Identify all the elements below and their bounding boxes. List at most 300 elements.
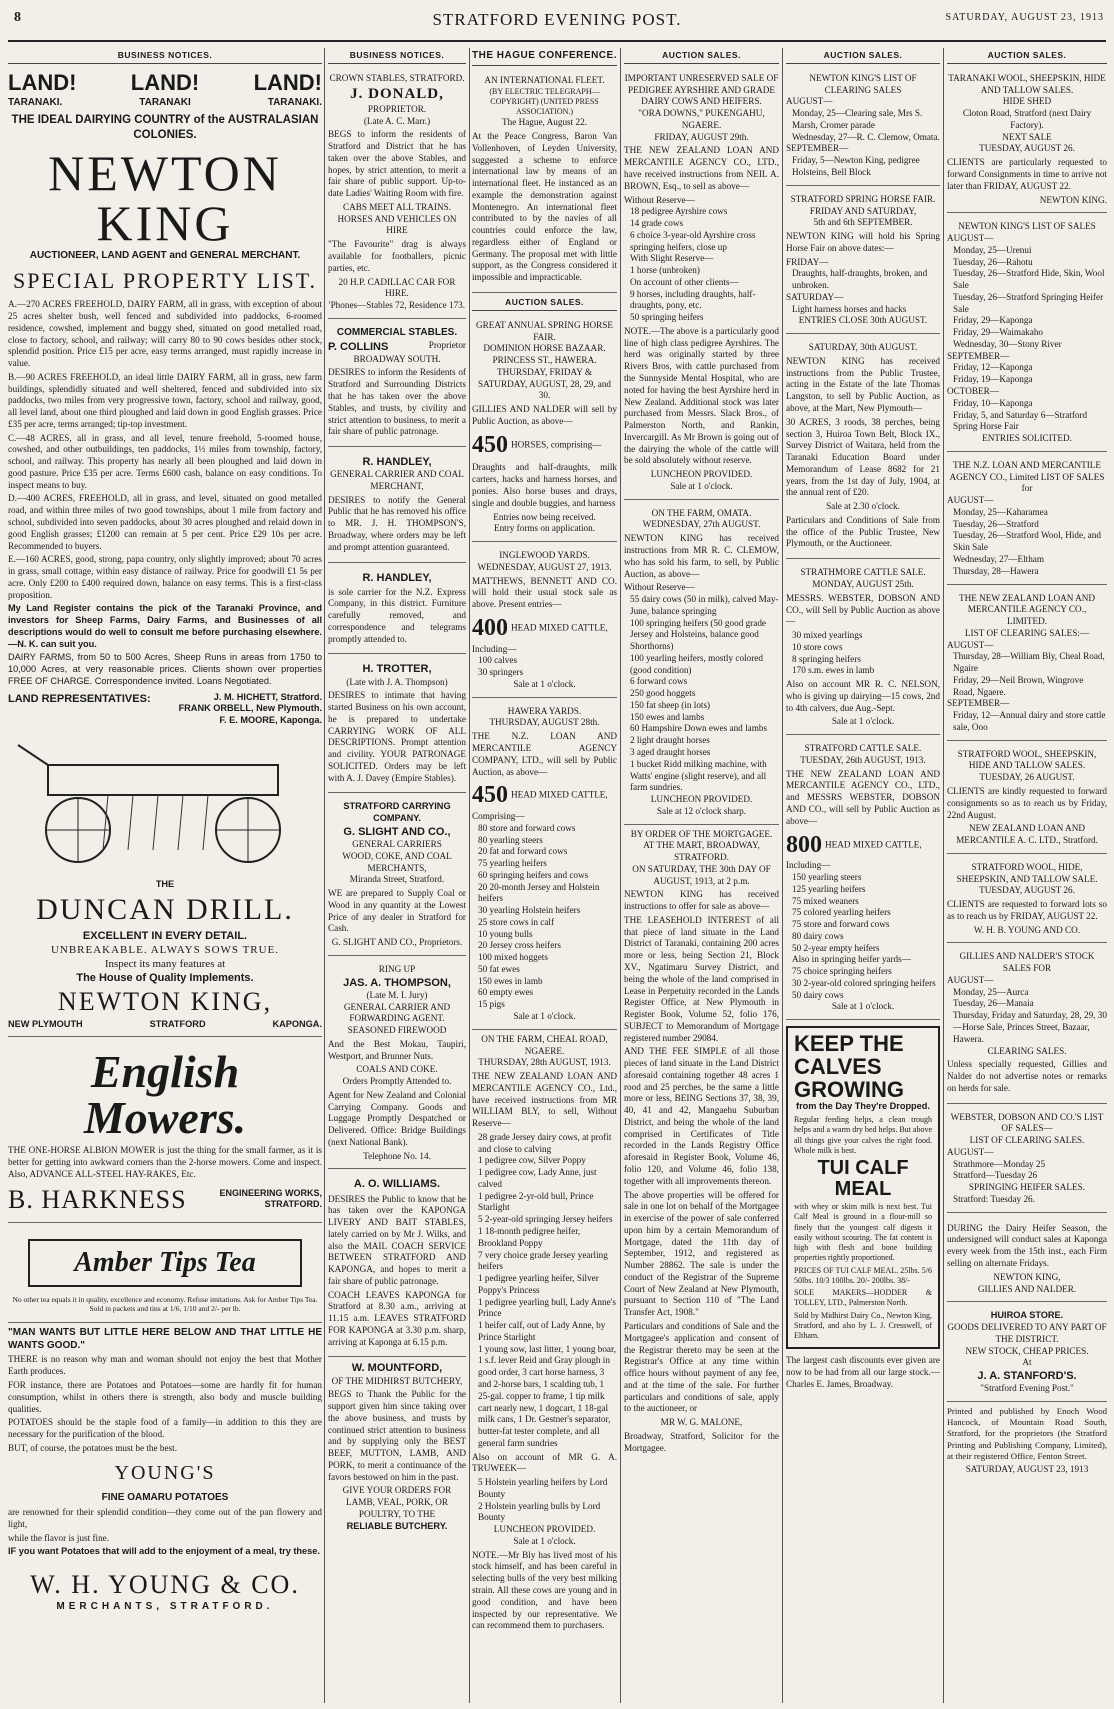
stratford-wool-ad — [947, 745, 1107, 854]
list-item: Strathmore—Monday 25 — [953, 1158, 1046, 1169]
stratford-cattle-sale-ad — [786, 739, 940, 1020]
ad-line: HORSES AND VEHICLES ON HIRE — [337, 213, 457, 236]
list-item: On account of other clients— — [630, 276, 739, 287]
ad-line: WEDNESDAY, 27th AUGUST. — [642, 519, 761, 530]
taranaki-line — [8, 97, 322, 110]
cheal-road-ad — [472, 1034, 617, 1632]
ad-title: STRATFORD WOOL, SHEEPSKIN, HIDE AND TALLOW SALES. — [957, 748, 1097, 771]
land-register-note: My Land Register contains the pick of the Taranaki Province, and investors for Sheep Farms, Dairy Farms, and Businesses of all descriptions would do well to consult me before purchasing elsewhere.—N. K. can suit you. — [8, 603, 322, 649]
ad-line: G. SLIGHT AND CO., Proprietors. — [331, 937, 463, 948]
ad-line: SEASONED FIREWOOD — [347, 1025, 447, 1036]
sale-time: Sale at 1 o'clock. — [831, 716, 895, 727]
ad-line: MONDAY, AUGUST 25th. — [812, 578, 914, 589]
sale-time: Sale at 1 o'clock. — [670, 480, 733, 491]
ad-line: OCTOBER— — [947, 386, 999, 397]
ad-line: GIVE YOUR ORDERS FOR LAMB, VEAL, PORK, OR POULTRY, TO THE — [342, 1485, 452, 1519]
ad-text: BEGS to inform the residents of Stratford and District that he has taken over the above Stables, and hopes, by strict attention, to merit a fair share of public support. Up-to-date Ladies' Waiting Room with fire. — [328, 129, 466, 199]
ad-line: PRINCESS ST., HAWERA. — [492, 355, 597, 366]
property-listing: A.—270 ACRES FREEHOLD, DAIRY FARM, all in grass, with exception of about 25 acres shelter bush, well fenced and subdivided into paddocks, 6-roomed residence, cowshed, implement and buggy shed, situated on good metalled road, close to factory, school, and railway; will carry 80 to 90 cows besides other stock, splendid position. Price £15 per acre, easy terms arranged, must rapidly increase in value. — [8, 299, 322, 369]
ad-text: MATTHEWS, BENNETT AND CO. will hold their usual stock sale as above. Present entries— — [472, 575, 617, 610]
list-item: 150 fat sheep (in lots) — [630, 699, 711, 710]
list-item: Friday, 29—Waimakaho — [953, 327, 1044, 338]
land-word: LAND! — [253, 69, 322, 95]
ad-line: Miranda Street, Stratford. — [349, 874, 445, 885]
ad-line: Entries now being received. — [493, 511, 596, 522]
potato-paragraph: FOR instance, there are Potatoes and Potatoes—some are hardly fit for human consumption, whilst in others there is strength, also body and muscle building qualities. — [8, 1379, 322, 1414]
nk-list-of-sales-ad — [947, 217, 1107, 452]
ad-title: IMPORTANT UNRESERVED SALE OF PEDIGREE AYRSHIRE AND GRADE DAIRY COWS AND HEIFERS. — [624, 72, 779, 107]
potato-paragraph: are renowned for their splendid condition—they come out of the pan flowery and light, — [8, 1506, 322, 1529]
list-item: Friday, 12—Kaponga — [953, 362, 1033, 373]
section-heading: AUCTION SALES. — [624, 50, 779, 64]
ad-line: GENERAL CARRIERS — [352, 839, 442, 849]
land-headline — [8, 69, 322, 97]
headcount-item: HEAD MIXED CATTLE, Comprising— — [472, 789, 608, 821]
ora-downs-ad — [624, 69, 779, 500]
list-item: Draughts, half-draughts, broken, and unbroken. — [792, 268, 928, 291]
article-body: At the Peace Congress, Baron Van Vollenhoven, of Leyden University, suggested a scheme to enforce international law by means of an international fleet. He instanced as an example the demonstration against Montenegro. An international fleet contributed to by the navies of all countries could enforce the law, regardless either of England or Germany. The proposal met with little support, as the Congress considered it impossible and impracticable. — [472, 131, 617, 283]
sale-time: Sale at 12 o'clock sharp. — [656, 805, 747, 816]
duncan-drill-ad — [8, 731, 322, 1037]
ad-title: WEBSTER, DOBSON AND CO.'S LIST OF SALES— — [950, 1111, 1104, 1134]
ad-text: BEGS to Thank the Public for the support given him since taking over the above business, and trusts by continued strict attention to business and by supplying only the BEST BEEF, MUTTON, LAMB, AND PORK, to merit a continuance of the favors bestowed on him in the past. — [328, 1389, 466, 1482]
section-heading: THE HAGUE CONFERENCE. — [472, 50, 617, 66]
ad-text: The largest cash discounts ever given are now to be had from all our large stock.—Charles E. James, Broadway. — [786, 1355, 940, 1389]
ad-title: ON THE FARM, CHEAL ROAD, NGAERE. — [481, 1033, 608, 1056]
list-item: Tuesday, 26—Rahotu — [953, 256, 1033, 267]
list-item: 75 colored yearling heifers — [792, 907, 891, 918]
ad-text: THE LEASEHOLD INTEREST of all that piece of land situate in the Land District of Taranaki, containing 200 acres more or less, being Section 21, Block XV., Ngatimaru Survey District, and being the whole of the land comprised in Lease in Perpetuity recorded in the Lands Register Office, at New Plymouth in Register Book, Volume 52, folio 176, SUBJECT to Memorandum of Mortgage registered number 29084. — [624, 914, 779, 1043]
ad-text: GILLIES AND NALDER will sell by Public Auction, as above— — [472, 404, 617, 426]
drill-tagline: The House of Quality Implements. — [76, 972, 254, 985]
proprietor-late: (Late A. C. Marr.) — [363, 115, 431, 126]
column-2 — [328, 50, 466, 1703]
ad-line: ENTRIES SOLICITED. — [982, 433, 1072, 444]
ad-text: THE NEW ZEALAND LOAN AND MERCANTILE AGENCY CO., Ltd., have received instructions from MR WILLIAM BLY, to sell, Without Reserve— — [472, 1071, 617, 1129]
list-item: Friday, 29—Kaponga — [953, 315, 1033, 326]
trotter-ad — [328, 658, 466, 793]
land-word: LAND! — [130, 69, 200, 95]
special-property-heading: SPECIAL PROPERTY LIST. — [12, 268, 318, 294]
list-item: 1 18-month pedigree heifer, Brookland Poppy — [478, 1226, 581, 1248]
list-item: Monday, 25—Clearing sale, Mrs S. Marsh, Cromer parade — [792, 108, 923, 130]
mowers-text: THE ONE-HORSE ALBION MOWER is just the thing for the small farmer, as it is better for getting into awkward corners than the 2-horse mowers. Come and inspect. Also, ADVANCE ALL-STEEL HAY-RAKES, Etc. — [8, 1145, 322, 1179]
article-dateline: The Hague, August 22. — [502, 117, 587, 128]
amber-tips-ad — [8, 1227, 322, 1323]
drill-the: THE — [155, 878, 175, 889]
ad-line: TUESDAY, 26 AUGUST. — [979, 772, 1075, 783]
ad-text: Also on account of MR G. A. TRUWEEK— — [472, 1451, 617, 1474]
gillies-nalder-ad — [947, 947, 1107, 1103]
property-listing: B.—90 ACRES FREEHOLD, an ideal little DAIRY FARM, all in grass, new farm buildings, splendidly situated and well sheltered, fenced and subdivided into six paddocks, two miles from very progressive town, factory, school and railway, good, all level land, about one third ploughed and laid down in good English grasses. Price £35 per acre, terms arranged; tip-top investment. — [8, 371, 322, 429]
list-item: 1 heifer calf, out of Lady Anne, by Prince Starlight — [478, 1320, 606, 1342]
ad-line: AUGUST— — [947, 233, 994, 244]
ad-text: NEWTON KING has received instructions to offer for sale as above— — [624, 889, 779, 912]
list-item: 30 yearling Holstein heifers — [478, 905, 581, 916]
ad-text: "The Favourite" drag is always available for footballers, picnic parties, etc. — [328, 239, 466, 273]
ad-text: DURING the Dairy Heifer Season, the undersigned will conduct sales at Kaponga every week from the 15th inst., each Firm selling on alternate Fridays. — [947, 1222, 1107, 1269]
ad-line: NEW STOCK, CHEAP PRICES. — [965, 1345, 1089, 1356]
ad-text: DESIRES to notify the General Public that he has removed his office to MR. J. H. THOMPSON'S, Broadway, where orders may be left and prompt attention guaranteed. — [328, 494, 466, 552]
ad-line: CABS MEET ALL TRAINS. — [342, 201, 452, 212]
nz-loan-list-ad — [947, 456, 1107, 585]
list-item: 80 yearling steers — [478, 834, 543, 845]
list-item: Friday, 29—Neil Brown, Wingrove Road, Ngaere. — [953, 674, 1084, 697]
list-item: Tuesday, 26—Manaia — [953, 998, 1034, 1009]
list-item: 2 Holstein yearling bulls by Lord Bounty — [478, 1500, 601, 1523]
keep-calves-heading: KEEP THE CALVES GROWING — [794, 1031, 904, 1103]
ad-line: RELIABLE BUTCHERY. — [346, 1520, 448, 1531]
ad-line: FRIDAY, AUGUST 29th. — [654, 131, 749, 142]
list-item: 50 springing heifers — [630, 312, 704, 323]
hawera-yards-ad — [472, 702, 617, 1030]
ad-line: Without Reserve— — [624, 582, 695, 593]
taranaki-wool-ad — [947, 69, 1107, 213]
list-item: Also in springing heifer yards— — [792, 954, 911, 965]
list-item: Friday, 5, and Saturday 6—Stratford Spring Horse Fair — [953, 409, 1088, 432]
ad-text: NOTE.—The above is a particularly good line of high class pedigree Ayrshires. The herd was originally started by three Rivers Bros, with cattle purchased from the Sunnyside Mental Hospital, who are noted for having the best Ayrshire herd in New Zealand. Additional stock was later purchased from Messrs. Slack Bros., of Palmerston North, and Rankin, Invercargill. As Mr Brown is going out of the dairying the whole of the cattle will be sold absolutely without reserve. — [624, 325, 779, 466]
headcount-line — [472, 780, 617, 822]
list-item: Friday, 5—Newton King, pedigree Holsteins, Bell Block — [792, 155, 920, 177]
proprietor-role: Proprietor — [428, 339, 466, 350]
drill-firm: NEWTON KING, — [57, 987, 273, 1017]
potato-paragraph: while the flavor is just fine. — [8, 1532, 110, 1543]
mortgagee-sale-ad — [624, 829, 779, 1455]
sale-time: Sale at 1 o'clock. — [831, 1001, 895, 1012]
list-item: 150 yearling steers — [792, 872, 862, 882]
list-item: 10 young bulls — [478, 928, 533, 939]
ad-text: Draughts and half-draughts, milk carters, hacks and harness horses, and ponies. Also horse buses and drays, single and double buggies, and harness — [472, 462, 617, 508]
ad-title: STRATFORD WOOL, HIDE, SHEEPSKIN, AND TALLOW SALE. — [956, 861, 1098, 884]
ad-text: Sold by Midhirst Dairy Co., Newton King, Stratford, and also by L. J. Cresswell, of Eltham. — [794, 1310, 932, 1340]
proprietor-line — [328, 340, 466, 354]
list-item: Tuesday, 26—Stratford Wool, Hide, and Skin Sale — [953, 530, 1101, 553]
headcount-line — [472, 613, 617, 655]
potato-paragraph: BUT, of course, the potatoes must be the best. — [8, 1442, 177, 1453]
ad-line: (Late M. I. Jury) — [366, 989, 428, 1000]
drill-tagline: UNBREAKABLE. ALWAYS SOWS TRUE. — [50, 944, 280, 957]
ad-title: INGLEWOOD YARDS. — [499, 550, 590, 561]
mountford-ad — [328, 1361, 466, 1532]
wh-young-name: W. H. YOUNG & CO. — [30, 1570, 300, 1600]
list-item: 28 grade Jersey dairy cows, at profit and close to calving — [478, 1131, 612, 1154]
property-listing: D.—400 ACRES, FREEHOLD, all in grass, and level, situated on good metalled road, and within three miles of two good townships, about 1 mile from factory and school, subdivided into seven paddocks, about 30 acres ploughed and relaid down in good English grasses; £1200 can remain at 5 per cent. Price £29 10s per acre. Recommended to buyers. — [8, 493, 322, 551]
section-heading: BUSINESS NOTICES. — [8, 50, 322, 64]
ad-text: CLIENTS are particularly requested to forward Consignments in time to arrive not later than FRIDAY, AUGUST 22. — [947, 157, 1107, 191]
ad-line: 'Phones—Stables 72, Residence 173. — [328, 300, 466, 311]
land-word: LAND! — [8, 69, 77, 95]
property-listing: C.—48 ACRES, all in grass, and all level, tenure freehold, 5-roomed house, cowshed, and other outbuildings, ten paddocks, 1½ miles from township, factory, school, and railway. This property has nearly all been ploughed and laid down in good pasture. Price £35 per acre. Terms £600 cash, balance on easy conditions. To inspect means to buy. — [8, 432, 322, 490]
ad-line: OF THE MIDHIRST BUTCHERY, — [331, 1375, 463, 1386]
potato-paragraph: IF you want Potatoes that will add to the enjoyment of a meal, try these. — [8, 1546, 320, 1557]
ad-sign: W. H. B. YOUNG AND CO. — [973, 924, 1081, 935]
list-item: 100 mixed hoggets — [478, 952, 548, 963]
list-item: Tuesday, 26—Stratford Hide, Skin, Wool Sale — [953, 268, 1105, 291]
list-item: 50 dairy cows — [792, 989, 844, 1000]
ad-title: BY ORDER OF THE MORTGAGEE. — [630, 828, 773, 839]
ad-sign: NEWTON KING. — [1039, 194, 1107, 205]
ad-text: with whey or skim milk is next best. Tui Calf Meal is ground in a flour-mill so finely that the youngest calf digests it easily without scouring. The fat content is high with flesh and bone building properties rightly proportioned. — [794, 1202, 932, 1263]
ad-line: Without Reserve— — [624, 194, 695, 205]
ad-line: Telephone No. 14. — [363, 1150, 431, 1161]
ad-line: AUGUST— — [947, 974, 994, 985]
printer-imprint: Printed and published by Enoch Wood Hancock, of Mountain Road South, Stratford, for the proprietors (the Stratford Printing and Publishing Company, Limited), at their registered Office, Fenton Street. — [947, 1405, 1107, 1461]
ad-line: AT THE MART, BROADWAY, STRATFORD. — [643, 840, 760, 863]
ad-title: TARANAKI WOOL, SHEEPSKIN, HIDE AND TALLOW SALES. — [948, 72, 1106, 95]
ad-sign: GILLIES AND NALDER. — [977, 1283, 1077, 1294]
ad-line: MR W. G. MALONE, — [660, 1417, 743, 1428]
ad-text: NEWTON KING has received instructions from the Public Trustee, acting in the Estate of the late Thomas Langston, to sell by Public Auction, as above, at the Mart, New Plymouth— — [786, 355, 940, 414]
list-item: Thursday, Friday and Saturday, 28, 29, 30—Horse Sale, Princes Street, Bazaar, Hawera. — [953, 1010, 1107, 1044]
list-item: Light harness horses and hacks — [792, 303, 907, 314]
drill-place: STRATFORD — [149, 1018, 206, 1029]
list-item: Monday, 25—Urenui — [953, 244, 1032, 255]
ad-title: STRATFORD CATTLE SALE. — [804, 743, 922, 754]
ad-text: Also on account MR R. C. NELSON, who is giving up dairying—15 cows, 2nd to 4th calvers, due Aug.-Sept. — [786, 679, 940, 713]
proprietor-name: P. COLLINS — [328, 340, 389, 353]
ad-title: COMMERCIAL STABLES. — [336, 326, 458, 338]
masthead-rule — [8, 40, 1106, 42]
list-item: 150 ewes and lambs — [630, 711, 705, 722]
page-number: 8 — [14, 10, 21, 25]
ad-title: ON THE FARM, OMATA. — [651, 507, 752, 518]
list-item: 75 yearling heifers — [478, 858, 547, 869]
ad-line: 20 H.P. CADILLAC CAR FOR HIRE. — [338, 276, 456, 299]
list-item: 30 2-year-old colored springing heifers — [792, 977, 936, 988]
ad-text: Agent for New Zealand and Colonial Carrying Company. Goods and Luggage Promptly Despatched or Delivered. Office: Bridge Buildings (next National Bank). — [328, 1089, 466, 1147]
proprietor-name: A. O. WILLIAMS. — [353, 1178, 441, 1191]
ad-title: SATURDAY, 30th AUGUST. — [808, 342, 918, 353]
taranaki-word: TARANAKI — [139, 97, 191, 109]
ad-title: GREAT ANNUAL SPRING HORSE FAIR. — [475, 319, 614, 342]
taranaki-word: TARANAKI. — [267, 97, 322, 109]
headcount-line — [786, 830, 940, 872]
list-item: Friday, 12—Annual dairy and store cattle sale, Ooo — [953, 710, 1106, 732]
ad-title: NEWTON KING'S LIST OF CLEARING SALES — [809, 72, 917, 95]
list-item: 75 choice springing heifers — [792, 966, 892, 977]
ad-line: LUNCHEON PROVIDED. — [650, 794, 753, 805]
list-item: Stratford: Tuesday 26. — [953, 1193, 1035, 1204]
sale-time: Sale at 2.30 o'clock. — [826, 501, 900, 512]
ad-line: THURSDAY, AUGUST 28th. — [489, 717, 600, 728]
ad-line: THURSDAY, 28th AUGUST, 1913. — [478, 1057, 611, 1068]
ad-title: STRATFORD SPRING HORSE FAIR. — [790, 193, 936, 204]
list-item: 75 mixed weaners — [792, 895, 859, 906]
column-1 — [8, 50, 322, 1703]
ad-sign: NEWTON KING, — [993, 1271, 1061, 1282]
ad-line: Orders Promptly Attended to. — [342, 1076, 452, 1087]
carrying-company-ad — [328, 797, 466, 956]
list-item: Friday, 10—Kaponga — [953, 397, 1033, 408]
ad-title: CROWN STABLES, STRATFORD. — [329, 72, 465, 83]
ad-line: 5th and 6th SEPTEMBER. — [813, 217, 913, 228]
ad-text: is sole carrier for the N.Z. Express Company, in this district. Furniture carefully removed, and correspondence and telegrams promptly attended to. — [328, 586, 466, 644]
ad-text: Regular feeding helps, a clean trough helps and a warm dry bed helps. But above all things give your calves the right food. Whole milk is best. — [794, 1115, 932, 1155]
headcount-line — [472, 430, 617, 461]
list-item: 100 springing heifers (50 good grade Jersey and Holsteins, balance good Shorthorns) — [630, 617, 766, 652]
ad-line: SATURDAY— — [786, 291, 844, 302]
list-item: 250 good hoggets — [630, 688, 696, 699]
handley-express-ad — [328, 567, 466, 655]
ad-text: MESSRS. WEBSTER, DOBSON AND CO., will Sell by Public Auction as above— — [786, 592, 940, 627]
dairying-slogan: THE IDEAL DAIRYING COUNTRY of the AUSTRALASIAN COLONIES. — [11, 113, 319, 141]
list-item: 170 s.m. ewes in lamb — [792, 665, 875, 676]
ad-text: Particulars and Conditions of Sale from the office of the Public Trustee, New Plymouth, or the Auctioneer. — [786, 514, 940, 549]
webster-dobson-ad — [947, 1108, 1107, 1213]
ad-text: CLIENTS are kindly requested to forward consignments so as to reach us by Friday, 22nd August. — [947, 785, 1107, 820]
ad-line: TUESDAY, AUGUST 26. — [979, 885, 1075, 896]
section-heading: BUSINESS NOTICES. — [328, 50, 466, 64]
ad-line: WEDNESDAY, AUGUST 27, 1913. — [477, 561, 612, 572]
list-item: 25 store cows in calf — [478, 916, 555, 927]
column-6 — [947, 50, 1107, 1703]
ad-line: LUNCHEON PROVIDED. — [650, 469, 753, 480]
headcount-item: HEAD MIXED CATTLE, Including— — [472, 622, 608, 654]
ad-line: SEPTEMBER— — [947, 350, 1010, 361]
property-listing: E.—160 ACRES, good, strong, papa country, only slightly improved; about 70 acres in grass, small cottage, within easy distance of railway. Price for goodwill £1 5s per acre. Only £200 to £400 required down, balance on easy terms. This is a first-class proposition. — [8, 554, 322, 600]
list-item: 150 ewes in lamb — [478, 975, 543, 986]
masthead — [0, 0, 1114, 44]
headcount: 400 — [472, 614, 508, 641]
column-4 — [624, 50, 779, 1703]
representative: J. M. HICHETT, Stratford. — [213, 691, 322, 702]
headcount: 450 — [472, 782, 508, 809]
mowers-title: English Mowers. — [83, 1046, 247, 1144]
ad-line: GENERAL CARRIER AND COAL MERCHANT, — [330, 469, 464, 491]
ad-title: STRATHMORE CATTLE SALE. — [800, 567, 926, 578]
list-item: With Slight Reserve— — [630, 253, 714, 264]
seed-drill-illustration — [8, 735, 322, 875]
potato-paragraph: THERE is no reason why man and woman should not enjoy the best that Mother Earth produces. — [8, 1354, 322, 1377]
strathmore-sale-ad — [786, 563, 940, 735]
list-item: 1 pedigree 2-yr-old bull, Prince Starlight — [478, 1190, 594, 1213]
heifer-season-ad — [947, 1217, 1107, 1303]
list-item: 8 springing heifers — [792, 653, 861, 664]
headcount: 450 — [472, 431, 508, 458]
man-wants-slogan: "MAN WANTS BUT LITTLE HERE BELOW AND THAT LITTLE HE WANTS GOOD." — [8, 1326, 322, 1351]
ad-line: AUGUST— — [947, 495, 994, 506]
harkness-name: B. HARKNESS — [8, 1184, 187, 1214]
commercial-stables-ad — [328, 323, 466, 447]
ad-line: ENTRIES CLOSE 30th AUGUST. — [798, 315, 928, 326]
list-item: 5 Holstein yearling heifers by Lord Bounty — [478, 1477, 608, 1499]
column-divider — [620, 48, 621, 1703]
williams-ad — [328, 1173, 466, 1357]
ad-line: FRIDAY— — [786, 256, 829, 267]
ad-text: NOTE.—Mr Bly has lived most of his stock himself, and has been careful in selecting bulls of the very best milking strain. All these cows are young and in good condition, and have been inspected by our representative. We can recommend them to purchasers. — [472, 1549, 617, 1631]
list-item: Stratford—Tuesday 26 — [953, 1170, 1038, 1181]
youngs-potatoes-ad — [8, 1327, 322, 1614]
stratford-hide-sale-ad — [947, 858, 1107, 944]
ad-line: "ORA DOWNS," PUKENGAHU, NGAERE. — [638, 108, 765, 130]
drill-title: DUNCAN DRILL. — [36, 892, 294, 926]
ad-text: PRICES OF TUI CALF MEAL. 25lbs. 5/6 50lbs. 10/3 100lbs. 20/- 200lbs. 38/- — [794, 1265, 932, 1285]
proprietor-name: G. SLIGHT AND CO., — [343, 825, 451, 838]
list-item: 18 pedigree Ayrshire cows — [630, 206, 728, 217]
ad-line: FRIDAY AND SATURDAY, — [809, 205, 917, 216]
oamaru-heading: FINE OAMARU POTATOES — [101, 1492, 229, 1504]
proprietor-name: H. TROTTER, — [362, 663, 432, 676]
crown-stables-ad — [328, 69, 466, 319]
drill-place: NEW PLYMOUTH — [8, 1018, 83, 1029]
list-item: 20 20-month Jersey and Holstein heifers — [478, 881, 600, 904]
ad-line: NEW ZEALAND LOAN AND MERCANTILE A. C. LTD., Stratford. — [956, 823, 1098, 846]
column-divider — [943, 48, 944, 1703]
list-item: 60 Hampshire Down ewes and lambs — [630, 723, 768, 734]
ad-title: HAWERA YARDS. — [507, 705, 582, 716]
ad-line: (Late with J. A. Thompson) — [346, 676, 448, 687]
list-item: 30 springers — [478, 667, 524, 678]
ad-line: CLEARING SALES. — [987, 1045, 1067, 1056]
list-item: Wednesday, 27—Eltham — [953, 553, 1045, 564]
list-item: Wednesday, 30—Stony River — [953, 338, 1062, 349]
column-3 — [472, 50, 617, 1703]
drill-places — [8, 1019, 322, 1031]
omata-ad — [624, 504, 779, 825]
ad-line: HIDE SHED — [1002, 96, 1052, 107]
drill-tagline: EXCELLENT IN EVERY DETAIL. — [82, 929, 248, 942]
ad-line: GOODS DELIVERED TO ANY PART OF THE DISTRICT. — [947, 1322, 1107, 1344]
ad-line: LIST OF CLEARING SALES. — [969, 1135, 1085, 1146]
ad-text: And the Best Mokau, Taupiri, Westport, and Brunner Nuts. — [328, 1038, 466, 1061]
ad-text: COACH LEAVES KAPONGA for Stratford at 8.30 a.m., arriving at 11.15 a.m. LEAVES STRATFORD FOR KAPONGA at 3.30 p.m. sharp, arriving at Kaponga at 6.15 p.m. — [328, 1289, 466, 1347]
list-item: 55 dairy cows (50 in milk), calved May-June, balance springing — [630, 594, 779, 616]
harkness-sub: ENGINEERING WORKS, STRATFORD. — [219, 1187, 322, 1210]
ad-line: SEPTEMBER— — [786, 143, 849, 154]
ad-line: LUNCHEON PROVIDED. — [493, 1524, 596, 1535]
ad-title: THE N.Z. LOAN AND MERCANTILE AGENCY CO., Limited LIST OF SALES for — [949, 459, 1105, 494]
horse-fair-ad — [472, 316, 617, 542]
potato-paragraph: POTATOES should be the staple food of a family—in addition to this they are necessary for the purification of the blood. — [8, 1417, 322, 1440]
ad-line: SEPTEMBER— — [947, 698, 1010, 709]
article-credit: (BY ELECTRIC TELEGRAPH—COPYRIGHT) (UNITED PRESS ASSOCIATION.) — [489, 86, 600, 117]
ad-text: AND THE FEE SIMPLE of all those pieces of land situate in the Land District aforesaid containing together 48 acres 1 rood and 25 perches, be the same a little more or less, BEING Sections 37, 38, 39, 40, 41 and 42, Mangaehu Suburban District, and being the whole of the land comprised in Certificates of Title recorded in the Lands Registry Office aforesaid in Register Book, Volume 46, folio 120, and Volume 46, folio 138, together with all improvements thereon. — [624, 1046, 779, 1186]
list-item: 1 horse (unbroken) — [630, 265, 700, 276]
ad-line: Cloton Road, Stratford (next Dairy Factory). — [962, 108, 1092, 130]
list-item: 50 fat ewes — [478, 963, 520, 974]
proprietor-name: W. MOUNTFORD, — [351, 1362, 443, 1375]
ad-line: COALS AND COKE. — [356, 1064, 438, 1075]
ad-text: DESIRES to inform the Residents of Stratford and Surrounding Districts that he has taken over the above Stables, and trusts, by civility and strict attention to business, to merit a fair share of public patronage. — [328, 367, 466, 437]
ad-title: HUIROA STORE. — [990, 1310, 1064, 1321]
list-item: 20 Jersey cross heifers — [478, 940, 561, 951]
list-item: 30 mixed yearlings — [792, 630, 863, 641]
ad-line: LIST OF CLEARING SALES:— — [964, 627, 1090, 638]
ad-line: GENERAL CARRIER AND FORWARDING AGENT. — [343, 1001, 451, 1024]
list-item: 125 yearling heifers — [792, 883, 866, 894]
sale-time: Sale at 1 o'clock. — [513, 1535, 576, 1546]
list-item: 2 light draught horses — [630, 735, 710, 746]
list-item: Monday, 25—Kaharamea — [953, 506, 1048, 517]
newton-king-banner: NEWTON KING — [48, 145, 282, 252]
ad-line: ON SATURDAY, THE 30th DAY OF AUGUST, 1913, at 2 p.m. — [632, 863, 771, 886]
list-item: Friday, 19—Kaponga — [953, 374, 1033, 385]
ad-text: CLIENTS are requested to forward lots so as to reach us by FRIDAY, AUGUST 22. — [947, 899, 1107, 921]
ad-line: RING UP — [378, 963, 416, 974]
list-item: 1 pedigree yearling heifer, Silver Poppy's Princess — [478, 1273, 599, 1295]
tui-calf-meal-ad — [786, 1026, 940, 1349]
sale-time: Sale at 1 o'clock. — [513, 678, 576, 689]
sale-time: Sale at 1 o'clock. — [513, 1011, 576, 1021]
list-item: Tuesday, 26—Stratford — [953, 518, 1039, 529]
hague-article — [472, 71, 617, 293]
list-item: 1 pedigree yearling bull, Lady Anne's Prince — [478, 1296, 616, 1319]
representative: F. E. MOORE, Kaponga. — [219, 715, 322, 726]
ad-text: THE NEW ZEALAND LOAN AND MERCANTILE AGENCY CO., LTD., have received instructions from NEIL A. BROWN, Esq., to sell as above— — [624, 145, 779, 191]
list-item: Thursday, 28—William Bly, Cheal Road, Ngaire — [953, 651, 1105, 674]
list-item: 1 pedigree cow, Lady Anne, just calved — [478, 1167, 597, 1189]
ad-title: STRATFORD CARRYING COMPANY. — [343, 801, 451, 824]
